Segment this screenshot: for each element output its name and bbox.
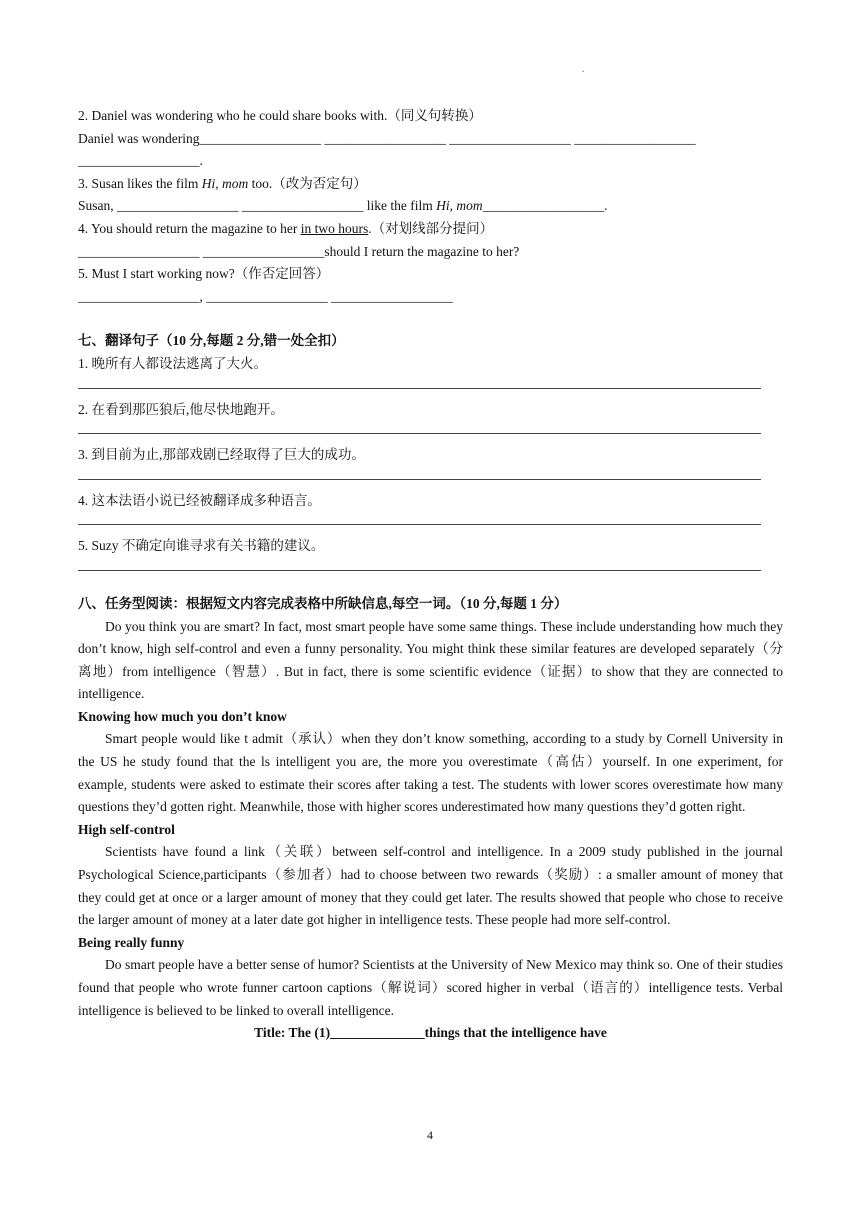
q4-prompt-a: 4. You should return the magazine to her: [78, 220, 301, 236]
q3-answer-film: Hi, mom: [436, 198, 483, 214]
translation-item-1: 1. 晚所有人都设法逃离了大火。: [78, 355, 267, 371]
reading-paragraph-3-text: Do smart people have a better sense of humor? Scientists at the University of New Mexico may think so. One of their studies found that people who wrote funner cartoon captions（解说词）scored higher in verbal（语言的）intelligence tests. Verbal intelligence is believed to be linked to overall intelligence.: [78, 957, 783, 1018]
reading-heading-3: Being really funny: [78, 934, 185, 950]
reading-paragraph-2: [78, 841, 783, 931]
q4-prompt: [78, 218, 783, 241]
translation-item-5: 5. Suzy 不确定向谁寻求有关书籍的建议。: [78, 538, 325, 554]
reading-intro: [78, 616, 783, 706]
page-content: [78, 105, 783, 1045]
q5-answer: __________________, __________________ __________________: [78, 288, 453, 304]
q3-prompt: [78, 173, 783, 196]
q3-film-title: Hi, mom: [201, 175, 249, 191]
reading-heading-1: Knowing how much you don’t know: [78, 708, 287, 724]
part7-title: 七、翻译句子（10 分,每题 2 分,错一处全扣）: [78, 333, 345, 349]
q3-prompt-text: 3. Susan likes the film: [78, 175, 202, 191]
answer-rule: [78, 512, 761, 525]
translation-item-2: 2. 在看到那匹狼后,他尽快地跑开。: [78, 401, 284, 417]
header-mark: .: [582, 64, 585, 75]
q3-answer-b: __________________.: [482, 198, 608, 214]
translation-item-3: 3. 到目前为止,那部戏剧已经取得了巨大的成功。: [78, 447, 365, 463]
q4-answer: __________________ __________________should I return the magazine to her?: [78, 243, 520, 259]
q3-answer-a: Susan, __________________ __________________ like the film: [78, 198, 437, 214]
part8-title: 八、任务型阅读：根据短文内容完成表格中所缺信息,每空一词。（10 分,每题 1 分）: [78, 595, 568, 611]
reading-heading-2: High self-control: [78, 821, 175, 837]
q2-answer-line-1: Daniel was wondering__________________ __________________ __________________ __________________: [78, 130, 696, 146]
reading-intro-text: Do you think you are smart? In fact, most smart people have some same things. These include understanding how much they don’t know, high self-control and even a funny personality. You might think these similar features are developed separately（分离地）from intelligence（智慧）. But in fact, there is some scientific evidence（证据）to show that they are connected to intelligence.: [78, 618, 783, 702]
q5-prompt: 5. Must I start working now?（作否定回答）: [78, 266, 330, 282]
translation-item-4: 4. 这本法语小说已经被翻译成多种语言。: [78, 492, 321, 508]
answer-rule: [78, 421, 761, 434]
reading-paragraph-1-text: Smart people would like t admit（承认）when they don’t know something, according to a study by Cornell University in the US he study found that the ls intelligent you are, the more you overestimate（高估）yourself. In one experiment, for example, students were asked to estimate their scores after taking a test. The students with lower scores overestimate how many questions they’d gotten right. Meanwhile, those with higher scores underestimated how many questions they’d gotten right.: [78, 731, 783, 815]
table-title: Title: The (1)______________things that the intelligence have: [254, 1025, 607, 1041]
reading-paragraph-1: [78, 728, 783, 818]
reading-paragraph-3: [78, 954, 783, 1022]
q4-underlined-part: in two hours: [300, 220, 369, 236]
q3-answer: [78, 195, 783, 218]
answer-rule: [78, 376, 761, 389]
q2-answer-line-2: __________________.: [78, 153, 203, 169]
answer-rule: [78, 558, 761, 571]
reading-paragraph-2-text: Scientists have found a link（关联）between self-control and intelligence. In a 2009 study published in the journal Psychological Science,participants（参加者）had to choose between two rewards（奖励）: a smaller amount of money that they could get at once or a larger amount of money that they could get later. The results showed that people who chose to receive the larger amount of money at a later date got higher in intelligence tests. These people had more self-control.: [78, 844, 783, 928]
q3-prompt-suffix: too.（改为否定句）: [248, 175, 367, 191]
q2-prompt: 2. Daniel was wondering who he could share books with.（同义句转换）: [78, 108, 482, 123]
answer-rule: [78, 467, 761, 480]
page-number: 4: [427, 1128, 433, 1142]
q4-prompt-b: .（对划线部分提问）: [368, 220, 494, 236]
